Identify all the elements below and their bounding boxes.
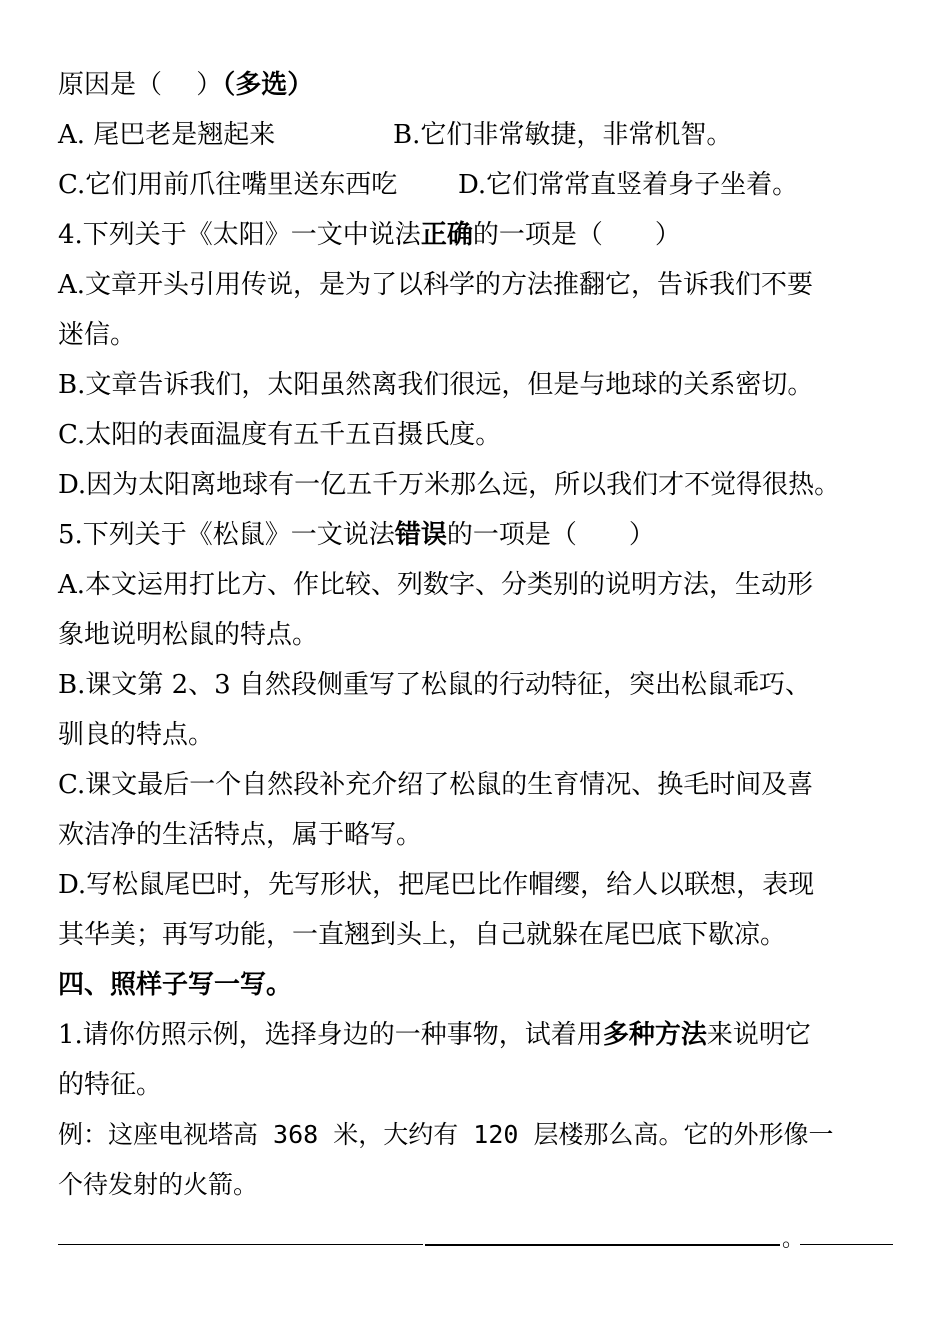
q3-options-ab — [58, 118, 910, 152]
example-line2: 个待发射的火箭。 — [58, 1170, 259, 1199]
q3-option-a: A. 尾巴老是翘起来 — [58, 120, 276, 150]
q3-stem — [58, 68, 910, 102]
q5-option-c-line1: C.课文最后一个自然段补充介绍了松鼠的生育情况、换毛时间及喜 — [58, 770, 814, 800]
answer-line-middle[interactable] — [425, 1244, 780, 1246]
q3-option-b: B.它们非常敏捷，非常机智。 — [393, 120, 733, 150]
s4-q1-post: 来说明它 — [706, 1020, 811, 1050]
q5-stem-pre: 5.下列关于《松鼠》一文说法 — [58, 520, 395, 550]
q5-stem — [58, 518, 910, 552]
s4-q1-pre: 1.请你仿照示例，选择身边的一种事物，试着用 — [58, 1020, 603, 1050]
q4-option-d: D.因为太阳离地球有一亿五千万米那么远，所以我们才不觉得很热。 — [58, 470, 841, 500]
q4-stem-emphasis: 正确 — [420, 220, 473, 250]
q5-option-a-line2: 象地说明松鼠的特点。 — [58, 620, 319, 650]
q4-option-c: C.太阳的表面温度有五千五百摄氏度。 — [58, 420, 502, 450]
q5-option-b-line1: B.课文第 2、3 自然段侧重写了松鼠的行动特征，突出松鼠乖巧、 — [58, 670, 811, 700]
q3-option-c: C.它们用前爪往嘴里送东西吃 — [58, 170, 398, 200]
q5-stem-emphasis: 错误 — [394, 520, 447, 550]
q5-option-a-line1: A.本文运用打比方、作比较、列数字、分类别的说明方法，生动形 — [58, 570, 814, 600]
q3-options-cd — [58, 168, 910, 202]
q4-stem-post: 的一项是（ ） — [472, 220, 681, 250]
q4-stem — [58, 218, 910, 252]
example-line1: 例：这座电视塔高 368 米，大约有 120 层楼那么高。它的外形像一 — [58, 1120, 834, 1149]
q5-option-d-line1: D.写松鼠尾巴时，先写形状，把尾巴比作帽缨，给人以联想，表现 — [58, 870, 815, 900]
answer-line-left[interactable] — [58, 1244, 423, 1245]
s4-q1-line2: 的特征。 — [58, 1070, 163, 1100]
q3-multi-select-tag: （多选） — [222, 70, 314, 100]
q4-option-a-line2: 迷信。 — [58, 320, 137, 350]
q5-option-c-line2: 欢洁净的生活特点，属于略写。 — [58, 820, 423, 850]
q4-stem-pre: 4.下列关于《太阳》一文中说法 — [58, 220, 421, 250]
q3-stem-text: 原因是（ ） — [58, 70, 223, 100]
q3-option-d: D.它们常常直竖着身子坐着。 — [458, 170, 799, 200]
q5-stem-post: 的一项是（ ） — [446, 520, 655, 550]
section-4-heading: 四、照样子写一写。 — [58, 970, 293, 1000]
q5-option-b-line2: 驯良的特点。 — [58, 720, 215, 750]
q5-option-d-line2: 其华美；再写功能，一直翘到头上，自己就躲在尾巴底下歇凉。 — [58, 920, 787, 950]
q4-option-b: B.文章告诉我们，太阳虽然离我们很远，但是与地球的关系密切。 — [58, 370, 814, 400]
answer-line-right[interactable] — [800, 1244, 893, 1245]
answer-end-mark: 。 — [782, 1227, 805, 1252]
s4-q1-emphasis: 多种方法 — [602, 1020, 707, 1050]
s4-q1-line1 — [58, 1018, 910, 1052]
q4-option-a-line1: A.文章开头引用传说，是为了以科学的方法推翻它，告诉我们不要 — [58, 270, 814, 300]
